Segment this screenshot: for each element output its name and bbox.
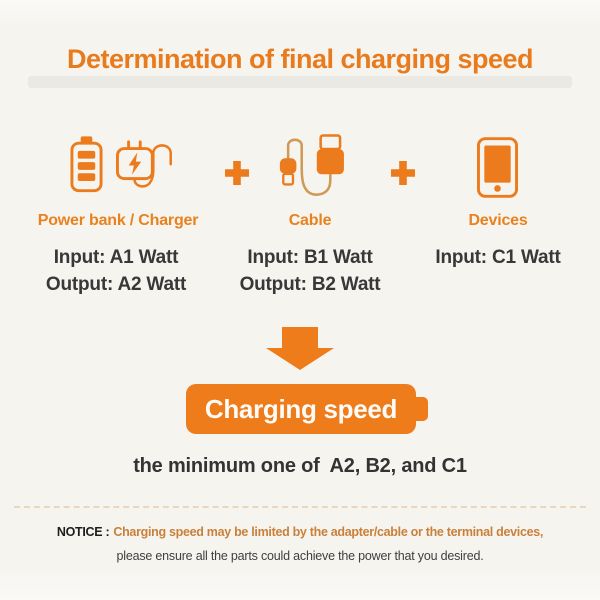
page-title: Determination of final charging speed <box>66 44 534 74</box>
power-bank-output-spec: Output: A2 Watt <box>45 274 187 295</box>
charging-speed-badge <box>186 384 416 434</box>
power-bank-charger-label: Power bank / Charger <box>37 212 199 229</box>
cable-input-spec: Input: B1 Watt <box>247 247 373 268</box>
wall-charger-icon <box>116 140 178 194</box>
devices-input-spec: Input: C1 Watt <box>435 247 561 268</box>
notice-line-1 <box>0 525 600 539</box>
plus-icon <box>225 161 249 185</box>
power-bank-input-spec: Input: A1 Watt <box>53 247 179 268</box>
charging-speed-badge-label: Charging speed <box>204 393 398 424</box>
title-highlight-band <box>28 76 572 88</box>
notice-highlight-text: Charging speed may be limited by the adapter/cable or the terminal devices, <box>113 525 544 539</box>
devices-label: Devices <box>468 212 528 229</box>
usb-cable-icon <box>273 134 345 200</box>
notice-prefix: NOTICE : <box>56 525 110 539</box>
cable-label: Cable <box>288 212 332 229</box>
power-bank-battery-icon <box>70 136 103 193</box>
battery-terminal-nub <box>416 397 428 421</box>
down-arrow-icon <box>266 348 334 370</box>
smartphone-icon <box>477 137 518 198</box>
dashed-divider <box>14 506 586 508</box>
plus-icon <box>391 161 415 185</box>
down-arrow-icon <box>282 327 318 349</box>
cable-output-spec: Output: B2 Watt <box>239 274 381 295</box>
notice-line-2: please ensure all the parts could achieve the power that you desired. <box>116 549 484 563</box>
minimum-formula-text: the minimum one of A2, B2, and C1 <box>133 455 467 477</box>
